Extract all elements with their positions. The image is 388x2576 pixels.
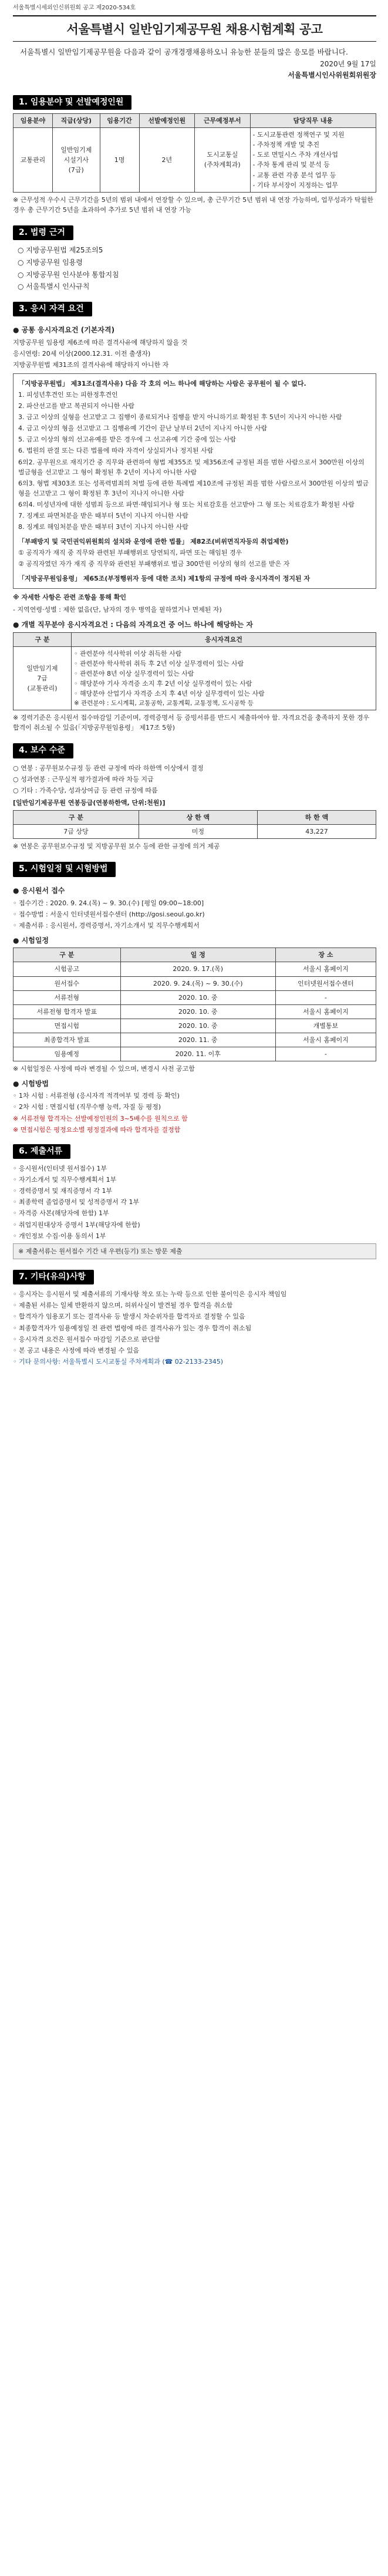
page-title: 서울특별시 일반임기제공무원 채용시험계획 공고 [66, 22, 323, 36]
cell-rank: 일반임기제 시설기사 (7급) [52, 128, 100, 192]
age-note: - 지역연령·성별 : 제한 없음(단, 남자의 경우 병역을 필하였거나 면제된 자) [13, 606, 222, 614]
th-category: 구 분 [14, 632, 72, 646]
pay-item: 성과연봉 : 근무실적 평가결과에 따라 차등 지급 [21, 776, 154, 784]
cell: 2020. 10. 중 [120, 1004, 275, 1019]
table-header-row [14, 948, 376, 962]
list-item: 3. 금고 이상의 실형을 선고받고 그 집행이 종료되거나 집행을 받지 아니하기로 확정된 후 5년이 지나지 아니한 사람 [18, 413, 342, 422]
th-term: 임용기간 [100, 114, 139, 128]
schedule-note: ※ 시험일정은 사정에 따라 변경될 수 있으며, 변경시 사전 공고함 [13, 1064, 195, 1073]
section-6-heading: 6. 제출서류 [13, 1144, 70, 1159]
law-item: 서울특별시 인사규칙 [26, 282, 90, 291]
table-row [14, 990, 376, 1004]
th-requirements: 응시자격요건 [72, 632, 376, 646]
table-row [14, 962, 376, 976]
list-item: 6의3. 형법 제303조 또는 성폭력범죄의 처벌 등에 관한 특례법 제10조에 규정된 죄를 범한 사람으로서 300만원 이상의 벌금형을 선고받고 그 형이 확정된 후 3년이 지나지 아니한 사람 [18, 479, 369, 497]
apply-list [13, 898, 376, 930]
common-requirements-title: 공통 응시자격요건 (기본자격) [21, 326, 115, 335]
cell: 서울시 홈페이지 [275, 962, 376, 976]
list-item: 5. 금고 이상의 형의 선고유예를 받은 경우에 그 선고유예 기간 중에 있는 사람 [18, 436, 237, 444]
list-item: ○ 지방공무원 인사분야 통합지침 [18, 270, 119, 279]
table-row [14, 128, 376, 192]
pay-item: 기타 : 가족수당, 성과상여금 등 관련 규정에 따름 [21, 787, 158, 795]
table-row [14, 1004, 376, 1019]
req-item: ※ 관련분야 : 도시계획, 교통공학, 교통계획, 교통정책, 도시공학 등 [74, 700, 254, 707]
salary-table [13, 810, 376, 839]
list-item: ① 공직자가 재직 중 직무와 관련된 부패행위로 당연퇴직, 파면 또는 해임된 경우 [18, 548, 242, 557]
list-item: 6. 법원의 판결 또는 다른 법률에 따라 자격이 상실되거나 정지된 사람 [18, 447, 214, 455]
cell: 원서접수 [14, 976, 121, 990]
cell: 개별통보 [275, 1019, 376, 1033]
list-item: ◦ 자기소개서 및 직무수행계획서 1부 [13, 1176, 117, 1184]
list-item: ◦ 기타 문의사항: 서울특별시 도시교통실 주차계획과 (☎ 02-2133-2345) [13, 1357, 224, 1365]
th-duties: 담당직무 내용 [250, 114, 376, 128]
list-item: ※ 서류전형 합격자는 선발예정인원의 3~5배수를 원칙으로 함 [13, 1114, 188, 1122]
list-item: ◦ 2차 시험 : 면접시험 (직무수행 능력, 자질 등 평정) [13, 1103, 161, 1111]
section-1-note: ※ 근무성적 우수시 근무기간을 5년의 범위 내에서 연장할 수 있으며, 총 근무기간 5년 범위 내 연장 가능하며, 업무성과가 탁월한 경우 총 근무기간 5년을 초과하여 추가로 5년 범위 내 연장 가능 [13, 195, 373, 214]
box-tail-note: ※ 자세한 사항은 관련 조항을 통해 확인 [13, 594, 127, 602]
list-item: ◦ 합격자가 임용포기 또는 결격사유 등 발생시 차순위자를 합격자로 결정할 수 있음 [13, 1313, 245, 1321]
req-item: ◦ 해당분야 산업기사 자격증 소지 후 4년 이상 실무경력이 있는 사람 [74, 689, 265, 697]
req-item: ◦ 해당분야 기사 자격증 소지 후 2년 이상 실무경력이 있는 사람 [74, 679, 252, 687]
th-date: 일 정 [120, 948, 275, 962]
section-1-heading: 1. 임용분야 및 선발예정인원 [13, 95, 131, 110]
req-item: ◦ 관련분야 석사학위 이상 취득한 사람 [74, 649, 182, 658]
list-item: ◦ 응시원서(인터넷 원서접수) 1부 [13, 1165, 107, 1173]
list-item: 2. 파산선고를 받고 복권되지 아니한 사람 [18, 402, 134, 410]
cell-dept: 도시교통실 (주차계획과) [195, 128, 251, 192]
list-item: 6의2. 공무원으로 재직기간 중 직무와 관련하여 형법 제355조 및 제356조에 규정된 죄를 범한 사람으로서 300만원 이상의 벌금형을 선고받고 그 형이 확정된 후 2년이 지나지 아니한 사람 [18, 458, 365, 476]
cell: - [275, 990, 376, 1004]
table-row [14, 1019, 376, 1033]
list-item: ○ 지방공무원 임용령 [18, 258, 83, 267]
cell-field: 교통관리 [14, 128, 53, 192]
cell-grade: 7급 상당 [14, 825, 139, 839]
list-item: ◦ 본 공고 내용은 사정에 따라 변경될 수 있음 [13, 1346, 140, 1354]
cell-req-field: 일반임기제 7급 (교통관리) [14, 646, 72, 710]
schedule-table [13, 948, 376, 1061]
duty-item: - 주차 통계 관리 및 분석 등 [252, 161, 330, 169]
cell: 서울시 홈페이지 [275, 1033, 376, 1047]
duty-item: - 주차정책 개발 및 추진 [252, 141, 320, 149]
cell: 2020. 10. 중 [120, 990, 275, 1004]
table-row [14, 825, 376, 839]
documents-note: ※ 제출서류는 원서접수 기간 내 우편(등기) 또는 방문 제출 [18, 1247, 183, 1255]
table-row [14, 1047, 376, 1061]
list-item: ○ 지방공무원법 제25조의5 [18, 246, 103, 255]
schedule-title: 시험일정 [21, 936, 49, 945]
law-item: 지방공무원법 제25조의5 [26, 246, 103, 255]
schedule-heading: ● 시험일정 [13, 936, 49, 945]
section-7-heading: 7. 기타(유의)사항 [13, 1270, 94, 1285]
cell: 2020. 10. 중 [120, 1019, 275, 1033]
cell-term: 1명 [100, 128, 139, 192]
cell: 2020. 9. 24.(목) ~ 9. 30.(수) [120, 976, 275, 990]
th-place: 장 소 [275, 948, 376, 962]
list-item: ◦ 1차 시험 : 서류전형 (응시자격 적격여부 및 경력 등 확인) [13, 1092, 180, 1100]
box2-title: 「부패방지 및 국민권익위원회의 설치와 운영에 관한 법률」 제82조(비위면직자등의 취업제한) [18, 537, 289, 545]
section-5-heading: 5. 시험일정 및 시험방법 [13, 862, 116, 877]
list-item: 지방공무원 임용령 제6조에 따른 결격사유에 해당하지 않을 것 [13, 339, 188, 347]
section-3-heading: 3. 응시 자격 요건 [13, 302, 92, 317]
announce-date: 2020년 9월 17일 [320, 60, 376, 69]
apply-heading: ● 응시원서 접수 [13, 886, 65, 895]
pay-item: 연봉 : 공무원보수규정 등 관련 규정에 따라 하한액 이상에서 결정 [21, 764, 204, 773]
list-item: 8. 징계로 해임처분을 받은 때부터 3년이 지나지 아니한 사람 [18, 522, 188, 531]
box-title: 「지방공무원법」 제31조(결격사유) 다음 각 호의 어느 하나에 해당하는 사람은 공무원이 될 수 없다. [18, 380, 306, 388]
table-row [14, 646, 376, 710]
th-lower: 하 한 액 [257, 811, 376, 825]
intro-text: 서울특별시 일반임기제공무원을 다음과 같이 공개경쟁채용하오니 유능한 분들의 많은 응모를 바랍니다. [20, 48, 348, 57]
cell: 임용예정 [14, 1047, 121, 1061]
cell: 시험공고 [14, 962, 121, 976]
req-item: ◦ 관련분야 학사학위 취득 후 2년 이상 실무경력이 있는 사람 [74, 659, 244, 667]
list-item: 1. 피성년후견인 또는 피한정후견인 [18, 391, 118, 399]
cell: 서류전형 [14, 990, 121, 1004]
cell-count: 2년 [139, 128, 195, 192]
apply-title: 응시원서 접수 [21, 886, 65, 895]
common-requirements-heading: ● 공통 응시자격요건 (기본자격) [13, 326, 115, 335]
disqualification-box [13, 373, 376, 589]
list-item: ※ 면접시험은 평정요소별 평정결과에 따라 합격자를 결정함 [13, 1125, 181, 1134]
list-item: ◦ 접수기간 : 2020. 9. 24.(목) ~ 9. 30.(수) [평일 09:00~18:00] [13, 899, 204, 907]
positions-table [13, 113, 376, 192]
law-item: 지방공무원 임용령 [26, 258, 83, 267]
table-header-row [14, 811, 376, 825]
requirements-note: ※ 경력기준은 응시원서 접수마감일 기준이며, 경력증명서 등 증빙서류를 반드시 제출하여야 함. 자격요건을 충족하지 못한 경우 합격이 취소될 수 있음(「지방공무원임용령」 제17조 5항) [13, 714, 370, 732]
documents-note-box [13, 1243, 376, 1259]
cell-lower: 43,227 [257, 825, 376, 839]
method-list [13, 1091, 376, 1134]
list-item: ◦ 최종학력 졸업증명서 및 성적증명서 각 1부 [13, 1198, 140, 1206]
th-grade: 구 분 [14, 811, 139, 825]
section-4-heading: 4. 보수 수준 [13, 743, 73, 758]
section-2-heading: 2. 법령 근거 [13, 225, 73, 241]
pay-note: ※ 연봉은 공무원보수규정 및 지방공무원 보수 등에 관한 규정에 의거 제공 [13, 842, 220, 851]
box3-title: 「지방공무원임용령」 제65조(부정행위자 등에 대한 조치) 제1항의 규정에 따라 응시자격이 정지된 자 [18, 575, 311, 582]
duty-item: - 도로 면밀시스 주차 개선사업 [252, 151, 338, 159]
table-header-row [14, 114, 376, 128]
individual-requirements-title: 개별 직무분야 응시자격요건 : 다음의 자격요건 중 어느 하나에 해당하는 자 [21, 621, 253, 629]
list-item: 7. 징계로 파면처분을 받은 때부터 5년이 지나지 아니한 사람 [18, 511, 188, 520]
cell: 최종합격자 발표 [14, 1033, 121, 1047]
common-requirements-list [13, 338, 376, 370]
list-item: ◦ 최종합격자가 임용예정일 전 관련 법령에 따른 결격사유가 있는 경우 합격이 취소됨 [13, 1324, 252, 1332]
cell: - [275, 1047, 376, 1061]
list-item: ◦ 자격증 사본(해당자에 한함) 1부 [13, 1209, 109, 1218]
th-field: 임용분야 [14, 114, 53, 128]
list-item: ○ 서울특별시 인사규칙 [18, 282, 90, 291]
list-item: ○ 기타 : 가족수당, 성과상여금 등 관련 규정에 따름 [13, 787, 158, 795]
notice-number: 서울특별시세외인신위원회 공고 제2020-534호 [13, 5, 136, 11]
list-item: 지방공무원법 제31조의 결격사유에 해당하지 아니한 자 [13, 361, 169, 369]
method-heading: ● 시험방법 [13, 1079, 49, 1088]
cell: 2020. 9. 17.(목) [120, 962, 275, 976]
list-item: 4. 금고 이상의 형을 선고받고 그 집행유예 기간이 끝난 날부터 2년이 지나지 아니한 사람 [18, 424, 268, 433]
list-item: ◦ 응시자격 요건은 원서접수 마감일 기준으로 판단함 [13, 1335, 160, 1343]
cell: 2020. 11. 이후 [120, 1047, 275, 1061]
th-stage: 구 분 [14, 948, 121, 962]
cell: 서류전형 합격자 발표 [14, 1004, 121, 1019]
documents-list [13, 1164, 376, 1240]
list-item: ◦ 제출서류 : 응시원서, 경력증명서, 자기소개서 및 직무수행계획서 [13, 921, 200, 929]
list-item: ◦ 접수방법 : 서울시 인터넷원서접수센터 (http://gosi.seoul.go.kr) [13, 910, 205, 918]
th-upper: 상 한 액 [139, 811, 257, 825]
table-row [14, 976, 376, 990]
list-item: ◦ 취업지원대상자 증명서 1부(해당자에 한함) [13, 1220, 140, 1229]
list-item: 응시연령: 20세 이상(2000.12.31. 이전 출생자) [13, 350, 151, 358]
list-item: ◦ 개인정보 수집·이용 동의서 1부 [13, 1232, 106, 1240]
list-item: 6의4. 미성년자에 대한 성범죄 등으로 파면·해임되거나 형 또는 치료감호를 선고받아 그 형 또는 치료감호가 확정된 사람 [18, 500, 355, 508]
cell: 서울시 홈페이지 [275, 1004, 376, 1019]
cautions-list [13, 1289, 376, 1366]
pay-list [13, 763, 376, 795]
duty-item: - 교통 관련 각종 분석 업무 등 [252, 171, 336, 179]
th-dept: 근무예정부서 [195, 114, 251, 128]
table-row [14, 1033, 376, 1047]
announce-org: 서울특별시인사위원회위원장 [288, 71, 376, 80]
law-item: 지방공무원 인사분야 통합지침 [26, 270, 119, 279]
list-item: ◦ 응시자는 응시원서 및 제출서류의 기재사항 착오 또는 누락 등으로 인한 불이익은 응시자 책임임 [13, 1290, 287, 1299]
pay-table-title: [일반임기제공무원 연봉등급(연봉하한액, 단위:천원)] [13, 799, 166, 807]
list-item: ○ 연봉 : 공무원보수규정 등 관련 규정에 따라 하한액 이상에서 결정 [13, 764, 204, 773]
th-count: 선발예정인원 [139, 114, 195, 128]
method-title: 시험방법 [21, 1079, 49, 1088]
cell: 인터넷원서접수센터 [275, 976, 376, 990]
duty-item: - 도시교통관련 정책연구 및 지원 [252, 131, 345, 139]
requirements-table [13, 632, 376, 711]
list-item: ○ 성과연봉 : 근무실적 평가결과에 따라 차등 지급 [13, 776, 154, 784]
list-item: ◦ 제출된 서류는 일체 반환하지 않으며, 허위사실이 발견될 경우 합격을 취소함 [13, 1302, 233, 1310]
law-list [13, 245, 376, 292]
title-bar [13, 15, 376, 42]
duty-item: - 기타 부서장이 지정하는 업무 [252, 181, 338, 189]
individual-requirements-heading: ● 개별 직무분야 응시자격요건 : 다음의 자격요건 중 어느 하나에 해당하는 자 [13, 621, 253, 629]
list-item: ◦ 경력증명서 및 재직증명서 각 1부 [13, 1187, 113, 1195]
cell: 면접시험 [14, 1019, 121, 1033]
cell-req-items [72, 646, 376, 710]
req-item: ◦ 관련분야 8년 이상 실무경력이 있는 사람 [74, 669, 194, 677]
th-rank: 직급(상당) [52, 114, 100, 128]
list-item: ② 공직자였던 자가 재직 중 직무와 관련된 부패행위로 벌금 300만원 이상의 형의 선고를 받은 자 [18, 559, 290, 568]
cell-duties [250, 128, 376, 192]
cell-upper: 미정 [139, 825, 257, 839]
table-header-row [14, 632, 376, 646]
cell: 2020. 11. 중 [120, 1033, 275, 1047]
